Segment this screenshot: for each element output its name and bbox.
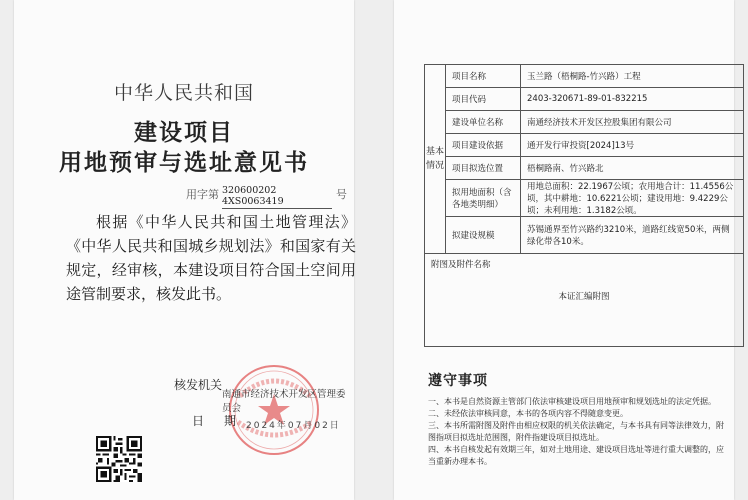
row-value: 南通经济技术开发区控股集团有限公司 <box>521 111 744 134</box>
table-row <box>425 157 744 180</box>
certificate-detail-page <box>394 0 734 500</box>
row-label: 项目建设依据 <box>446 134 521 157</box>
country-name: 中华人民共和国 <box>113 82 254 104</box>
table-row <box>425 88 744 111</box>
basic-info-side-label: 基本情况 <box>425 65 446 254</box>
list-item: 四、本书自核发起有效期三年，如对土地用途、建设项目选址等进行重大调整的，应当重新办理本书。 <box>428 445 724 466</box>
row-label: 拟用地面积（含各地类明细） <box>446 180 521 217</box>
certificate-cover-page <box>14 0 354 500</box>
attachment-cell <box>425 254 744 347</box>
row-value: 2403-320671-89-01-832215 <box>521 88 744 111</box>
row-label: 拟建设规模 <box>446 217 521 254</box>
list-item: 一、本书是自然资源主管部门依法审核建设项目用地预审和规划选址的法定凭据。 <box>428 397 716 406</box>
certificate-body-text: 根据《中华人民共和国土地管理法》《中华人民共和国城乡规划法》和国家有关规定，经审核，本建设项目符合国土空间用途管制要求，核发此书。 <box>66 213 356 303</box>
issue-date: 2024年07月02日 <box>246 421 341 431</box>
list-item: 三、本书所需附图及附件由相应权限的机关依法确定，与本书具有同等法律效力，附图指项目拟选址范围图，附件指建设项目拟选址。 <box>428 421 724 442</box>
row-value: 苏锡通界至竹兴路约3210米，道路红线宽50米，两侧绿化带各10米。 <box>521 217 744 254</box>
row-value: 通开发行审投资[2024]13号 <box>521 134 744 157</box>
qr-code-icon <box>96 436 142 482</box>
doc-number-value: 320600202 4XS0063419 <box>222 185 332 209</box>
notes-list <box>428 396 724 468</box>
row-label: 项目拟选位置 <box>446 157 521 180</box>
attachment-label: 附图及附件名称 <box>431 260 491 270</box>
notes-title: 遵守事项 <box>428 373 488 389</box>
doc-number-suffix: 号 <box>336 188 347 201</box>
row-label: 建设单位名称 <box>446 111 521 134</box>
attachment-note: 本证汇编附图 <box>558 292 610 302</box>
row-value: 梧桐路南、竹兴路北 <box>521 157 744 180</box>
table-row <box>425 254 744 347</box>
table-row <box>425 111 744 134</box>
certificate-body <box>66 210 356 306</box>
doc-number-label: 用字第 <box>186 188 219 201</box>
table-row <box>425 180 744 217</box>
list-item: 二、未经依法审核同意，本书的各项内容不得随意变更。 <box>428 409 628 418</box>
row-value: 玉兰路（梧桐路-竹兴路）工程 <box>521 65 744 88</box>
table-row <box>425 217 744 254</box>
table-row <box>425 65 744 88</box>
basic-info-table <box>424 64 744 347</box>
issuer-name: 南通市经济技术开发区管理委员会 <box>222 389 346 414</box>
document-title-line1: 建设项目 <box>134 120 234 146</box>
table-row <box>425 134 744 157</box>
row-label: 项目名称 <box>446 65 521 88</box>
date-label: 日期 <box>192 414 257 428</box>
row-value: 用地总面积：22.1967公顷；农用地合计：11.4556公顷，其中耕地：10.6221公顷；建设用地：9.4229公顷；未利用地：1.3182公顷。 <box>521 180 744 217</box>
issuer-label: 核发机关 <box>174 378 223 392</box>
row-label: 项目代码 <box>446 88 521 111</box>
document-title-line2: 用地预审与选址意见书 <box>59 150 309 176</box>
